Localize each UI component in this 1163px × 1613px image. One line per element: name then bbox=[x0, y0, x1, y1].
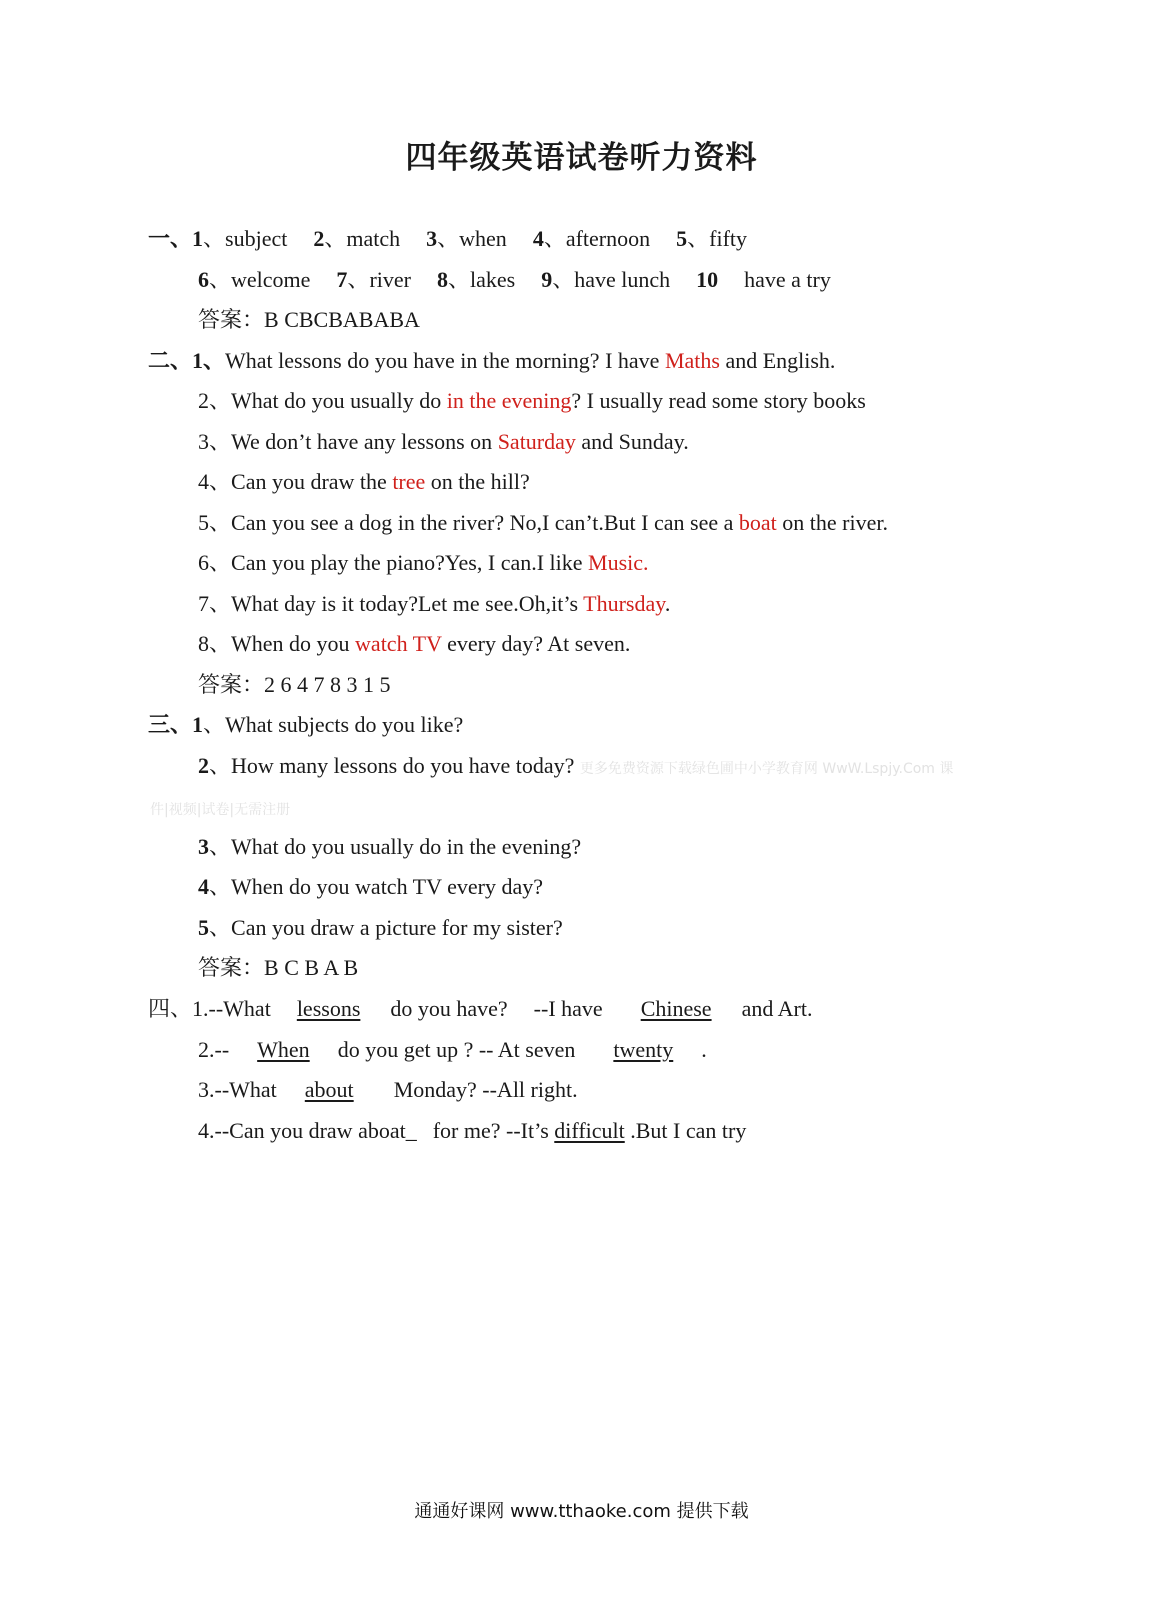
part4-item-4 bbox=[198, 1117, 746, 1145]
sentence-text: Can you draw the bbox=[231, 469, 393, 494]
item-number: 3 bbox=[198, 834, 209, 859]
highlight-word: Maths bbox=[664, 348, 720, 373]
question-text: .But I can try bbox=[630, 1118, 747, 1143]
question-text: What do you usually do in the evening? bbox=[231, 834, 582, 859]
sentence-text: ? I usually read some story books bbox=[571, 388, 866, 413]
part2-item-6 bbox=[198, 549, 649, 577]
vocab-number: 8 bbox=[436, 267, 448, 292]
sentence-text: When do you bbox=[231, 631, 356, 656]
highlight-word: Saturday bbox=[497, 429, 576, 454]
part2-item-8 bbox=[198, 630, 630, 658]
part1-answer bbox=[198, 306, 420, 334]
question-text: Monday? --All right. bbox=[393, 1077, 578, 1102]
question-text: and Art. bbox=[741, 996, 813, 1021]
part3-item-1: 三、1、What subjects do you like? bbox=[148, 712, 464, 737]
part2-item-3 bbox=[198, 428, 689, 456]
sentence-text: Can you play the piano?Yes, I can.I like bbox=[231, 550, 589, 575]
question-text: do you have? bbox=[390, 996, 508, 1021]
sentence-text: and English. bbox=[719, 348, 836, 373]
answer-label: 答案： bbox=[198, 307, 265, 332]
item-number: 7、 bbox=[198, 591, 232, 616]
part2-answer bbox=[198, 671, 391, 699]
item-number: 6、 bbox=[198, 550, 232, 575]
answer-value: B C B A B bbox=[264, 955, 359, 980]
footer-source: 通通好课网 www.tthaoke.com 提供下载 bbox=[414, 1501, 749, 1522]
vocab-word: fifty bbox=[709, 226, 748, 251]
part1-row1: 一、1、subject 2、match 3、when 4、afternoon 5、fifty bbox=[148, 226, 748, 251]
answer-blank: difficult bbox=[554, 1118, 625, 1143]
sentence-text: and Sunday. bbox=[575, 429, 689, 454]
item-number: 3、 bbox=[198, 429, 232, 454]
vocab-word: lakes bbox=[469, 267, 516, 292]
part1-row2: 6、welcome 7、river 8、lakes 9、have lunch 10 have a try bbox=[198, 267, 831, 292]
page-title: 四年级英语试卷听力资料 bbox=[405, 140, 758, 176]
vocab-word: river bbox=[369, 267, 411, 292]
vocab-number: 2 bbox=[313, 226, 325, 251]
vocab-number: 7 bbox=[336, 267, 348, 292]
part2-item-1 bbox=[148, 347, 835, 375]
question-text: 3.--What bbox=[198, 1077, 277, 1102]
part2-item-2 bbox=[198, 387, 866, 415]
item-number: 5 bbox=[198, 915, 209, 940]
answer-blank: twenty bbox=[613, 1037, 674, 1062]
vocab-number: 10 bbox=[696, 267, 719, 292]
question-text: 2.-- bbox=[198, 1037, 230, 1062]
item-number: 1 bbox=[192, 712, 204, 737]
item-number: 1、 bbox=[192, 348, 226, 373]
question-text: for me? --It’s bbox=[432, 1118, 549, 1143]
answer-label: 答案： bbox=[198, 955, 265, 980]
part3-answer bbox=[198, 954, 358, 982]
part4-marker: 四、 bbox=[148, 996, 193, 1021]
question-text: --I have bbox=[533, 996, 603, 1021]
vocab-word: subject bbox=[225, 226, 288, 251]
part4-item-2 bbox=[198, 1036, 707, 1064]
sentence-text: every day? At seven. bbox=[441, 631, 631, 656]
vocab-number: 3 bbox=[426, 226, 438, 251]
question-text: Can you draw a picture for my sister? bbox=[231, 915, 563, 940]
question-text: . bbox=[701, 1037, 707, 1062]
question-text: When do you watch TV every day? bbox=[231, 874, 543, 899]
vocab-number: 1 bbox=[192, 226, 204, 251]
answer-blank: When bbox=[257, 1037, 310, 1062]
part3-item-2: 2、How many lessons do you have today? 更多免费资源下载绿色圃中小学教育网 WwW.Lspjy.Com 课 bbox=[198, 753, 954, 778]
question-text: do you get up ? -- At seven bbox=[337, 1037, 576, 1062]
item-number: 8、 bbox=[198, 631, 232, 656]
answer-blank: about bbox=[304, 1077, 354, 1102]
part3-item-5: 5、Can you draw a picture for my sister? bbox=[198, 915, 563, 940]
part2-item-5 bbox=[198, 509, 888, 537]
vocab-number: 5 bbox=[676, 226, 688, 251]
item-number: 5、 bbox=[198, 510, 232, 535]
answer-blank: Chinese bbox=[640, 996, 712, 1021]
sentence-text: on the hill? bbox=[425, 469, 530, 494]
vocab-word: welcome bbox=[231, 267, 311, 292]
sentence-text: We don’t have any lessons on bbox=[231, 429, 498, 454]
vocab-word: match bbox=[346, 226, 401, 251]
part3-item-4: 4、When do you watch TV every day? bbox=[198, 874, 543, 899]
answer-label: 答案： bbox=[198, 672, 265, 697]
part1-marker: 一、 bbox=[148, 226, 193, 251]
part2-item-7 bbox=[198, 590, 670, 618]
highlight-word: in the evening bbox=[446, 388, 572, 413]
part4-item-1 bbox=[148, 995, 812, 1023]
highlight-word: boat bbox=[738, 510, 777, 535]
question-text: What subjects do you like? bbox=[225, 712, 464, 737]
sentence-text: . bbox=[664, 591, 671, 616]
answer-blank: lessons bbox=[296, 996, 361, 1021]
highlight-word: Music. bbox=[588, 550, 649, 575]
item-number: 4 bbox=[198, 874, 209, 899]
sentence-text: What lessons do you have in the morning? I have bbox=[225, 348, 665, 373]
watermark-text-2: 件|视频|试卷|无需注册 bbox=[150, 802, 291, 818]
part3-marker: 三、 bbox=[148, 712, 193, 737]
part3-item-3: 3、What do you usually do in the evening? bbox=[198, 834, 582, 859]
sentence-text: What day is it today?Let me see.Oh,it’s bbox=[231, 591, 584, 616]
highlight-word: watch TV bbox=[355, 631, 442, 656]
sentence-text: What do you usually do bbox=[231, 388, 447, 413]
highlight-word: Thursday bbox=[583, 591, 665, 616]
watermark-text: 更多免费资源下载绿色圃中小学教育网 WwW.Lspjy.Com 课 bbox=[579, 761, 954, 777]
item-number: 2、 bbox=[198, 388, 232, 413]
answer-value: 2 6 4 7 8 3 1 5 bbox=[264, 672, 391, 697]
vocab-number: 4 bbox=[532, 226, 544, 251]
question-text: 1.--What bbox=[192, 996, 271, 1021]
answer-value: B CBCBABABA bbox=[264, 307, 420, 332]
sentence-text: Can you see a dog in the river? No,I can’t.But I can see a bbox=[231, 510, 739, 535]
question-text: How many lessons do you have today? bbox=[231, 753, 575, 778]
item-number: 4、 bbox=[198, 469, 232, 494]
sentence-text: on the river. bbox=[776, 510, 888, 535]
part2-marker: 二、 bbox=[148, 348, 193, 373]
part4-item-3 bbox=[198, 1076, 578, 1104]
vocab-number: 6 bbox=[198, 267, 209, 292]
highlight-word: tree bbox=[392, 469, 426, 494]
part2-item-4 bbox=[198, 468, 530, 496]
vocab-word: afternoon bbox=[565, 226, 651, 251]
vocab-number: 9 bbox=[541, 267, 553, 292]
item-number: 2 bbox=[198, 753, 209, 778]
vocab-word: have a try bbox=[744, 267, 831, 292]
vocab-word: when bbox=[459, 226, 507, 251]
question-text: 4.--Can you draw aboat_ bbox=[198, 1118, 417, 1143]
vocab-word: have lunch bbox=[574, 267, 671, 292]
